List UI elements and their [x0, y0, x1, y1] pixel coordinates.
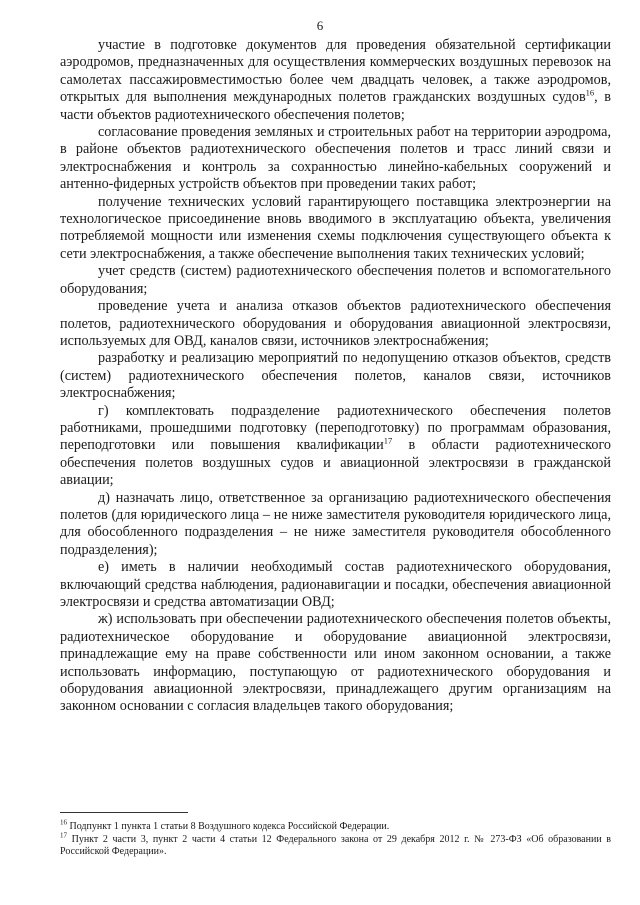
paragraph-text: согласование проведения земляных и строительных работ на территории аэродрома, в районе объектов радиотехнического обеспечения полетов и трасс линий связи и электроснабжения и контроль за сохранностью линейно-кабельных сооружений и антенно-фидерных устройств объектов при проведении таких работ; — [60, 124, 611, 193]
paragraph — [60, 403, 611, 490]
paragraph-text: , в части объектов радиотехнического обеспечения полетов; — [60, 89, 611, 123]
paragraph-text: проведение учета и анализа отказов объектов радиотехнического обеспечения полетов, радиотехнического оборудования и оборудования авиационной электросвязи, используемых для ОВД, каналов связи, источников электроснабжения; — [60, 298, 611, 349]
footnote-text: Подпункт 1 пункта 1 статьи 8 Воздушного кодекса Российской Федерации. — [67, 821, 390, 832]
paragraph-text: участие в подготовке документов для проведения обязательной сертификации аэродромов, предназначенных для осуществления коммерческих воздушных перевозок на самолетах пассажировместимостью более чем двадцать человек, а также аэродромов, открытых для выполнения международных полетов гражданских воздушных судов — [60, 37, 611, 106]
paragraph — [60, 263, 611, 298]
paragraph — [60, 559, 611, 611]
paragraph — [60, 194, 611, 264]
paragraph-text: разработку и реализацию мероприятий по недопущению отказов объектов, средств (систем) радиотехнического обеспечения полетов, каналов связи, источников электроснабжения; — [60, 350, 611, 402]
paragraph — [60, 298, 611, 350]
footnote — [60, 831, 611, 859]
body-text — [60, 37, 611, 716]
paragraph-text: е) иметь в наличии необходимый состав радиотехнического оборудования, включающий средства наблюдения, радионавигации и посадки, обеспечения авиационной электросвязи и средства автоматизации ОВД; — [60, 559, 611, 610]
footnote-mark: 17 — [60, 831, 67, 840]
paragraph — [60, 124, 611, 194]
footnote-mark: 16 — [60, 818, 67, 827]
footnote — [60, 818, 611, 834]
paragraph-text: г) комплектовать подразделение радиотехнического обеспечения полетов работниками, прошедшими подготовку (переподготовку) по программам образования, переподготовки или повышения квалификации — [60, 402, 611, 454]
paragraph-text: учет средств (систем) радиотехнического обеспечения полетов и вспомогательного оборудования; — [60, 263, 611, 297]
footnote-reference[interactable]: 16 — [585, 87, 595, 98]
page-number: 6 — [316, 18, 324, 33]
paragraph-text: получение технических условий гарантирующего поставщика электроэнергии на технологическое присоединение вновь вводимого в эксплуатацию объекта, увеличения потребляемой мощности или изменения схемы подключения существующего объекта к сети электроснабжения, а также обеспечение выполнения таких технических условий; — [60, 193, 611, 262]
paragraph — [60, 611, 611, 715]
footnote-reference[interactable]: 17 — [383, 435, 393, 446]
paragraph — [60, 37, 611, 124]
paragraph-text: в области радиотехнического обеспечения полетов воздушных судов и авиационной электросвязи в гражданской авиации; — [60, 437, 612, 489]
footnotes — [60, 818, 611, 859]
paragraph — [60, 490, 611, 560]
footnote-text: Пункт 2 части 3, пункт 2 части 4 статьи 12 Федерального закона от 29 декабря 2012 г. № 273-ФЗ «Об образовании в Российской Федерации». — [60, 833, 611, 858]
paragraph — [60, 350, 611, 402]
paragraph-text: д) назначать лицо, ответственное за организацию радиотехнического обеспечения полетов (для юридического лица – не ниже заместителя руководителя юридического лица, для обособленного подразделения – не ниже заместителя руководителя обособленного подразделения); — [60, 489, 611, 558]
paragraph-text: ж) использовать при обеспечении радиотехнического обеспечения полетов объекты, радиотехническое оборудование и оборудование авиационной электросвязи, принадлежащие ему на праве собственности или ином законном основании, а также использовать информацию, поступающую от радиотехнического оборудования и оборудования авиационной электросвязи, принадлежащего другим организациям на законном основании с согласия владельцев такого оборудования; — [60, 611, 611, 715]
footnote-separator — [60, 812, 188, 813]
